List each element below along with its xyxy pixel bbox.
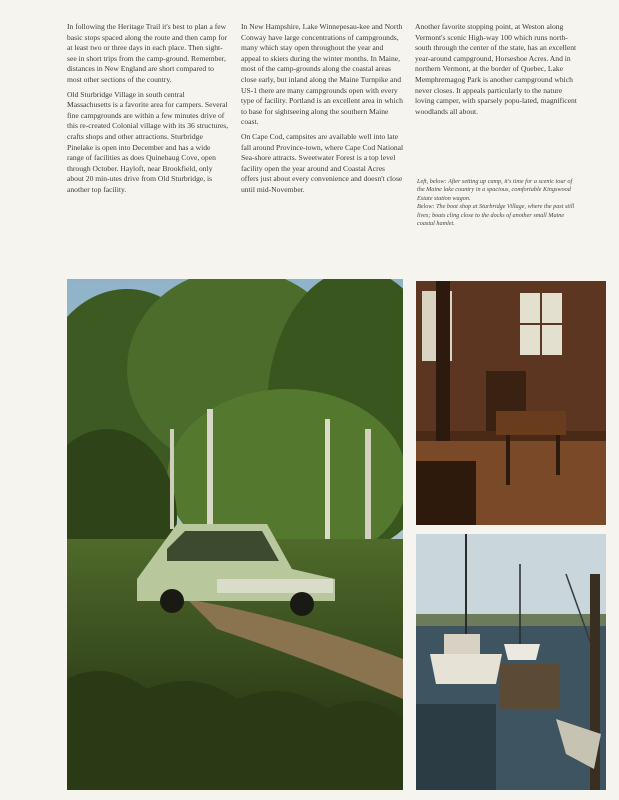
paragraph: In following the Heritage Trail it's best to plan a few basic stops spaced along the route and then camp for at least two or three days in each place. Then sight-see in short trips from the camp-ground. Remember, distances in New England are short compared to most other sections of the country.: [67, 22, 228, 84]
text-column-middle: [241, 22, 404, 200]
paragraph: Another favorite stopping point, at Weston along Vermont's scenic High-way 100 which runs north-south through the center of the state, has an excellent year-around campground, Horseshoe Acres. And in northern Vermont, at the border of Quebec, Lake Memphremagog Park is another campground which never closes. It appeals particularly to the nature loving camper, with sparsely popu-lated, magnificent woodlands all about.: [415, 22, 577, 116]
text-column-right: [415, 22, 578, 121]
paragraph: Old Sturbridge Village in south central Massachusetts is a favorite area for campers. Several fine campgrounds are within a few minutes drive of this re-created Colonial village with its 36 structures, crafts shops and other attractions. Sturbridge Pinelake is open into December and has a wide range of facilities as does Quinebaug Cove, open through October. Hayloft, near Brookfield, only about 20 min-utes drive from Old Sturbridge, is another top facility.: [67, 89, 229, 194]
paragraph: On Cape Cod, campsites are available well into late fall around Province-town, where Cape Cod National Sea-shore attracts. Sweetwater Forest is a top level facility open the year around and Coastal Acres offers just about every convenience and doesn't close until mid-November.: [241, 131, 404, 194]
boot-shop-interior-photo: [416, 281, 606, 525]
caption-line: Left, below: After setting up camp, it's time for a scenic tour of the Maine lake country in a spacious, comfortable Kingswood Estate station wagon.: [417, 178, 573, 202]
text-column-left: [67, 22, 229, 200]
harbor-boats-photo: [416, 534, 606, 790]
caption-line: Below: The boot shop at Sturbridge Village, where the past still lives; boats cling close to the docks of another small Maine coastal hamlet.: [417, 203, 575, 228]
station-wagon-forest-photo: [67, 279, 403, 790]
paragraph: In New Hampshire, Lake Winnepesau-kee and North Conway have large concentrations of campgrounds, many which stay open throughout the year and appeal to skiers during the winter months. In Maine, most of the camp-grounds along the coastal areas close early, but inland along the Maine Turnpike and US-1 there are many campgrounds open with every type of facility. Portland is an excellent area in which to base for sightseeing along the southern Maine coast.: [241, 22, 403, 127]
photo-caption: [417, 178, 575, 228]
